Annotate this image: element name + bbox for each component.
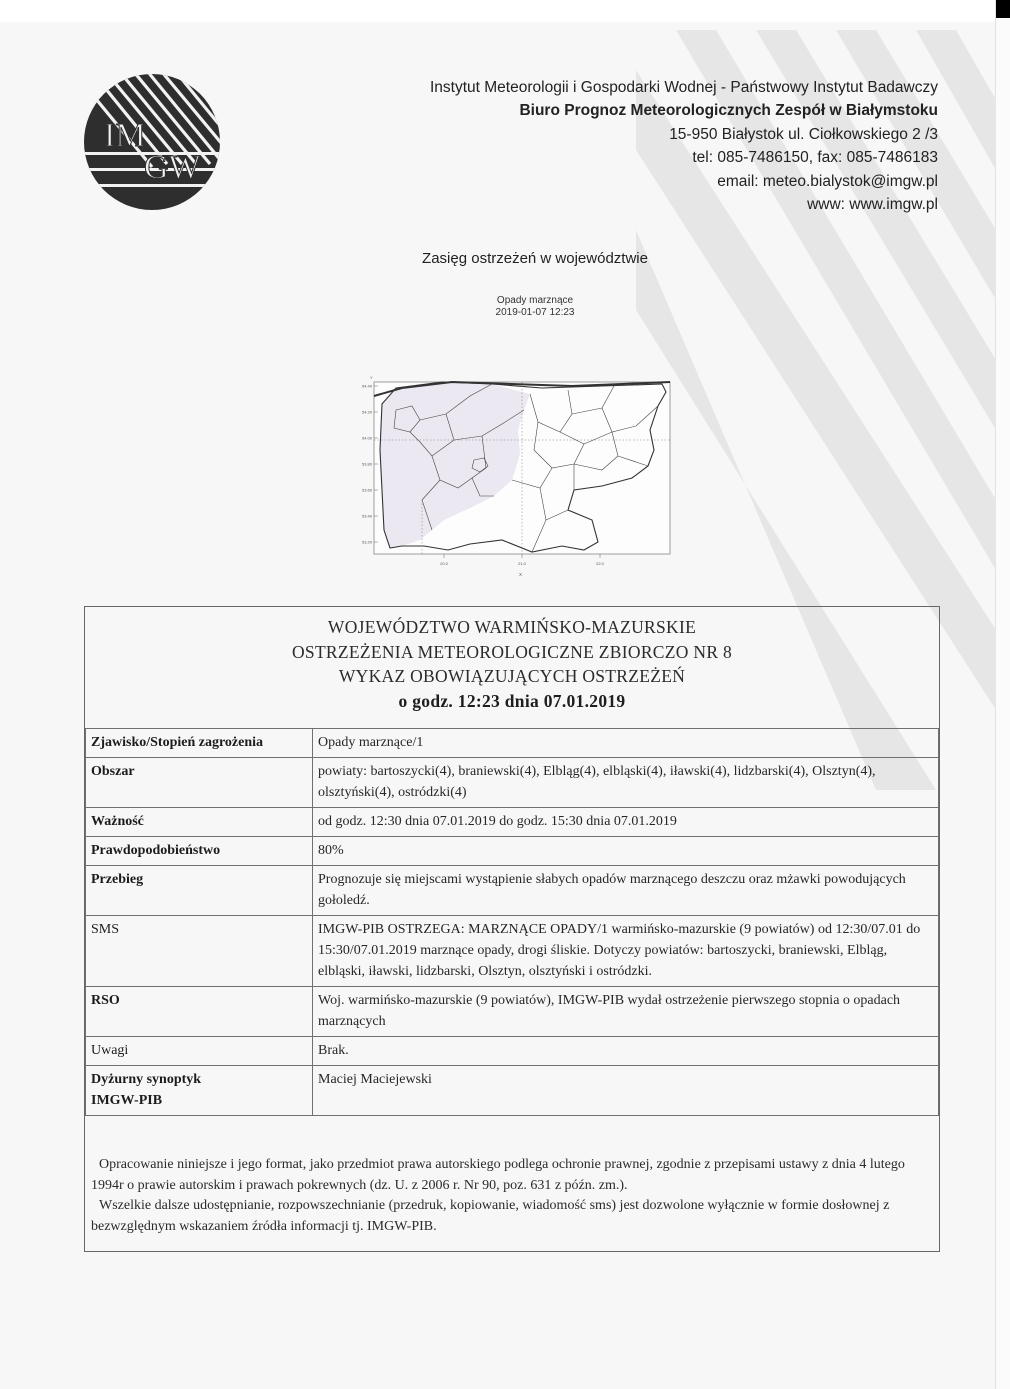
table-row-sms: [86, 916, 939, 987]
office-email: email: meteo.bialystok@imgw.pl: [717, 172, 938, 190]
logo-text-gw: GW: [144, 149, 201, 186]
map-y-tick-label: 54.40: [362, 383, 372, 389]
value-area: powiaty: bartoszycki(4), braniewski(4), Elbląg(4), elbląski(4), iławski(4), lidzbarski(4), Olsztyn(4), olsztyński(4), ostródzki(4): [313, 758, 939, 808]
value-rso: Woj. warmińsko-mazurskie (9 powiatów), IMGW-PIB wydał ostrzeżenie pierwszego stopnia o opadach marznących: [313, 987, 939, 1037]
value-sms: IMGW-PIB OSTRZEGA: MARZNĄCE OPADY/1 warmińsko-mazurskie (9 powiatów) od 12:30/07.01 do 15:30/07.01.2019 marznące opady, drogi śliskie. Dotyczy powiatów: bartoszycki, braniewski, Elbląg, elbląski, iławski, lidzbarski, Olsztyn, olsztyński i ostródzki.: [313, 916, 939, 987]
institute-name: Instytut Meteorologii i Gospodarki Wodnej - Państwowy Instytut Badawczy: [430, 79, 938, 96]
copyright-note: [85, 1155, 939, 1237]
map-y-tick-label: 53.80: [362, 461, 372, 467]
scan-top-edge: [0, 0, 1010, 22]
label-course: Przebieg: [86, 866, 313, 916]
value-course: Prognozuje się miejscami wystąpienie słabych opadów marznącego deszczu oraz mżawki powodujących gołoledź.: [313, 866, 939, 916]
table-row-rso: [86, 987, 939, 1037]
table-row-notes: [86, 1037, 939, 1066]
table-row-phenomenon: [86, 729, 939, 758]
document-title: [85, 615, 939, 713]
value-validity: od godz. 12:30 dnia 07.01.2019 do godz. 15:30 dnia 07.01.2019: [313, 808, 939, 837]
table-row-course: [86, 866, 939, 916]
map-x-tick-label: 21.0: [518, 561, 526, 566]
map-x-tick-label: 22.0: [596, 561, 604, 566]
map-y-tick-label: 54.20: [362, 409, 372, 415]
table-row-validity: [86, 808, 939, 837]
scan-corner-mark: [996, 0, 1010, 18]
map-y-axis-label: Y: [370, 375, 373, 380]
map-y-tick-label: 54.00: [362, 435, 372, 441]
label-notes: Uwagi: [86, 1037, 313, 1066]
value-phenomenon: Opady marznące/1: [313, 729, 939, 758]
table-row-probability: [86, 837, 939, 866]
map-y-tick-label: 53.40: [362, 513, 372, 519]
label-forecaster-line2: IMGW-PIB: [91, 1093, 163, 1108]
map-caption-datetime: 2019-01-07 12:23: [495, 307, 575, 318]
map-caption: [360, 295, 710, 319]
map-x-tick-label: 20.0: [440, 561, 448, 566]
title-voivodeship: WOJEWÓDZTWO WARMIŃSKO-MAZURSKIE: [327, 617, 697, 637]
value-forecaster: Maciej Maciejewski: [313, 1066, 939, 1116]
logo-text-im: IM: [104, 117, 146, 154]
label-probability: Prawdopodobieństwo: [86, 837, 313, 866]
warning-range-title: Zasięg ostrzeżeń w województwie: [422, 250, 648, 267]
table-row-area: [86, 758, 939, 808]
institute-header: [338, 76, 938, 216]
office-name: Biuro Prognoz Meteorologicznych Zespół w Białymstoku: [519, 102, 938, 120]
value-notes: Brak.: [313, 1037, 939, 1066]
title-list: WYKAZ OBOWIĄZUJĄCYCH OSTRZEŻEŃ: [338, 666, 686, 686]
label-sms: SMS: [86, 916, 313, 987]
voivodeship-map: [362, 370, 682, 585]
map-y-tick-label: 53.60: [362, 487, 372, 493]
office-address: 15-950 Białystok ul. Ciołkowskiego 2 /3: [669, 125, 938, 143]
imgw-logo: [82, 72, 222, 212]
warning-table: [85, 728, 939, 1116]
map-x-axis-label: X: [519, 572, 523, 577]
value-probability: 80%: [313, 837, 939, 866]
label-validity: Ważność: [86, 808, 313, 837]
label-area: Obszar: [86, 758, 313, 808]
map-y-tick-label: 53.20: [362, 539, 372, 545]
distribution-paragraph: Wszelkie dalsze udostępnianie, rozpowszechnianie (przedruk, kopiowanie, wiadomość sms) jest dozwolone wyłącznie w formie dosłownej z bezwzględnym wskazaniem źródła informacji tj. IMGW-PIB.: [91, 1198, 890, 1234]
title-warnings: OSTRZEŻENIA METEOROLOGICZNE ZBIORCZO NR 8: [291, 641, 733, 662]
label-forecaster: [86, 1066, 313, 1116]
warning-document: [84, 606, 940, 1252]
copyright-paragraph: Opracowanie niniejsze i jego format, jako przedmiot prawa autorskiego podlega ochronie prawnej, zgodnie z przepisami ustawy z dnia 4 lutego 1994r o prawie autorskim i prawach pokrewnych (dz. U. z 2006 r. Nr 90, poz. 631 z późn. zm.).: [91, 1157, 905, 1193]
map-x-ticks: [440, 554, 605, 566]
label-forecaster-line1: Dyżurny synoptyk: [91, 1072, 202, 1087]
scan-right-edge: [995, 0, 1010, 1389]
title-time: o godz. 12:23 dnia 07.01.2019: [398, 690, 626, 711]
table-row-forecaster: [86, 1066, 939, 1116]
label-rso: RSO: [86, 987, 313, 1037]
label-phenomenon: Zjawisko/Stopień zagrożenia: [86, 729, 313, 758]
office-www: www: www.imgw.pl: [807, 196, 938, 214]
map-caption-title: Opady marznące: [496, 295, 574, 306]
office-phone: tel: 085-7486150, fax: 085-7486183: [692, 149, 938, 167]
